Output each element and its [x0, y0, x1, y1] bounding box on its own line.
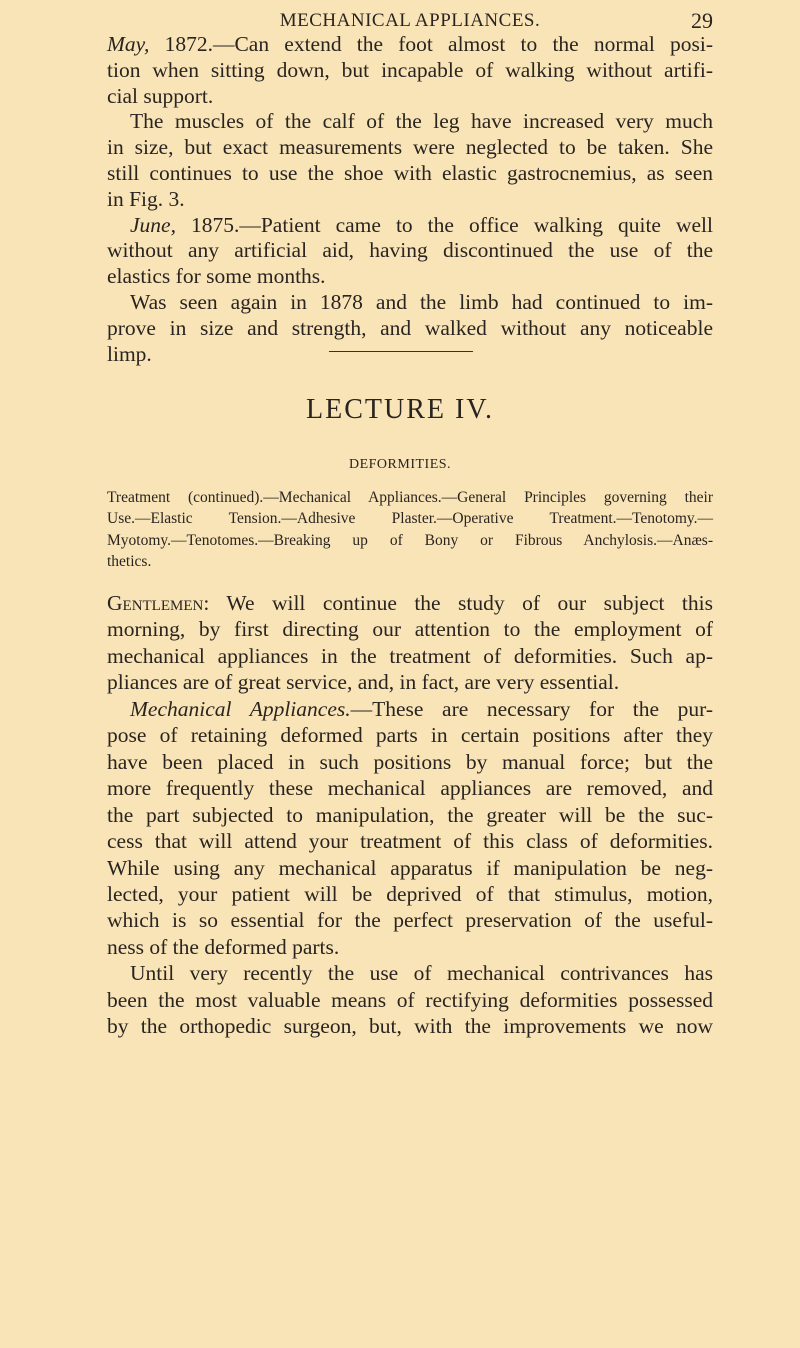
- line-text: cial support.: [107, 83, 214, 108]
- running-title: MECHANICAL APPLIANCES.: [279, 10, 541, 31]
- text-line: [107, 530, 713, 551]
- text-line: [130, 960, 713, 986]
- text-line: [107, 1013, 713, 1039]
- line-text: in size, but exact measurements were neglected to be taken. She: [107, 135, 713, 160]
- text-line: [107, 802, 713, 828]
- line-text: been the most valuable means of rectifying deformities possessed: [107, 987, 713, 1012]
- text-line: [107, 828, 713, 854]
- text-line: [107, 881, 713, 907]
- line-text: : We will continue the study of our subject this: [203, 591, 713, 615]
- text-line: [107, 722, 713, 748]
- line-text: mechanical appliances in the treatment of deformities. Such ap-: [107, 643, 713, 668]
- text-line: [107, 987, 713, 1013]
- line-text: prove in size and strength, and walked without any noticeable: [107, 315, 713, 340]
- text-line: [107, 186, 713, 212]
- line-text: pose of retaining deformed parts in certain positions after they: [107, 723, 713, 748]
- line-text: the part subjected to manipulation, the greater will be the suc-: [107, 802, 713, 827]
- text-line: [107, 669, 713, 695]
- text-line: [107, 775, 713, 801]
- italic-lead: June,: [130, 212, 176, 237]
- line-text: in Fig. 3.: [107, 186, 185, 211]
- text-line: [107, 341, 713, 367]
- text-line: [107, 590, 713, 616]
- text-line: [107, 934, 713, 960]
- italic-lead: May,: [107, 32, 150, 56]
- line-text: more frequently these mechanical appliances are removed, and: [107, 776, 713, 801]
- line-text: have been placed in such positions by manual force; but the: [107, 749, 713, 774]
- line-text: limp.: [107, 341, 152, 366]
- line-text: tion when sitting down, but incapable of walking without artifi-: [107, 57, 713, 82]
- section-divider: [329, 351, 473, 352]
- text-line: [107, 160, 713, 186]
- line-text: ness of the deformed parts.: [107, 934, 340, 959]
- lecture-subtitle: DEFORMITIES.: [348, 457, 452, 472]
- text-line: [107, 508, 713, 529]
- line-text: thetics.: [107, 553, 152, 571]
- text-line: [107, 83, 713, 109]
- page-number: 29: [691, 8, 713, 33]
- line-text: morning, by first directing our attention to the employment of: [107, 617, 713, 642]
- text-line: [130, 212, 713, 238]
- text-line: [107, 907, 713, 933]
- text-line: [107, 551, 713, 572]
- line-text: Treatment (continued).—Mechanical Appliances.—General Principles governing their: [107, 489, 713, 506]
- line-text: Myotomy.—Tenotomes.—Breaking up of Bony or Fibrous Anchylosis.—Anæs-: [107, 531, 713, 549]
- text-line: [107, 643, 713, 669]
- line-text: Until very recently the use of mechanical contrivances has: [130, 961, 713, 986]
- text-line: [130, 289, 713, 315]
- italic-lead: Mechanical Appliances.: [130, 696, 351, 721]
- text-line: [107, 487, 713, 508]
- line-text: The muscles of the calf of the leg have increased very much: [130, 109, 713, 134]
- line-text: by the orthopedic surgeon, but, with the improvements we now: [107, 1014, 713, 1039]
- line-text: lected, your patient will be deprived of that stimulus, motion,: [107, 881, 713, 906]
- text-line: [107, 134, 713, 160]
- line-text: 1875.—Patient came to the office walking quite well: [175, 212, 713, 237]
- small-caps-lead: Gentlemen: [107, 591, 204, 615]
- line-text: still continues to use the shoe with elastic gastrocnemius, as seen: [107, 161, 713, 185]
- text-line: [107, 855, 713, 881]
- line-text: which is so essential for the perfect preservation of the useful-: [107, 908, 713, 933]
- text-line: [130, 696, 713, 722]
- text-line: [107, 749, 713, 775]
- line-text: elastics for some months.: [107, 264, 326, 289]
- text-line: [107, 237, 713, 263]
- line-text: —These are necessary for the pur-: [350, 696, 713, 721]
- text-line: [130, 108, 713, 134]
- line-text: While using any mechanical apparatus if manipulation be neg-: [107, 855, 713, 880]
- text-line: [107, 57, 713, 83]
- line-text: Use.—Elastic Tension.—Adhesive Plaster.—Operative Treatment.—Tenotomy.—: [107, 510, 713, 528]
- line-text: Was seen again in 1878 and the limb had continued to im-: [130, 290, 713, 314]
- text-line: [107, 263, 713, 289]
- line-text: pliances are of great service, and, in fact, are very essential.: [107, 670, 620, 695]
- text-line: [107, 315, 713, 341]
- line-text: cess that will attend your treatment of this class of deformities.: [107, 829, 713, 854]
- line-text: 1872.—Can extend the foot almost to the normal posi-: [149, 32, 713, 56]
- line-text: without any artificial aid, having discontinued the use of the: [107, 238, 713, 263]
- text-line: [107, 31, 713, 57]
- text-line: [107, 616, 713, 642]
- lecture-title: LECTURE IV.: [306, 394, 494, 425]
